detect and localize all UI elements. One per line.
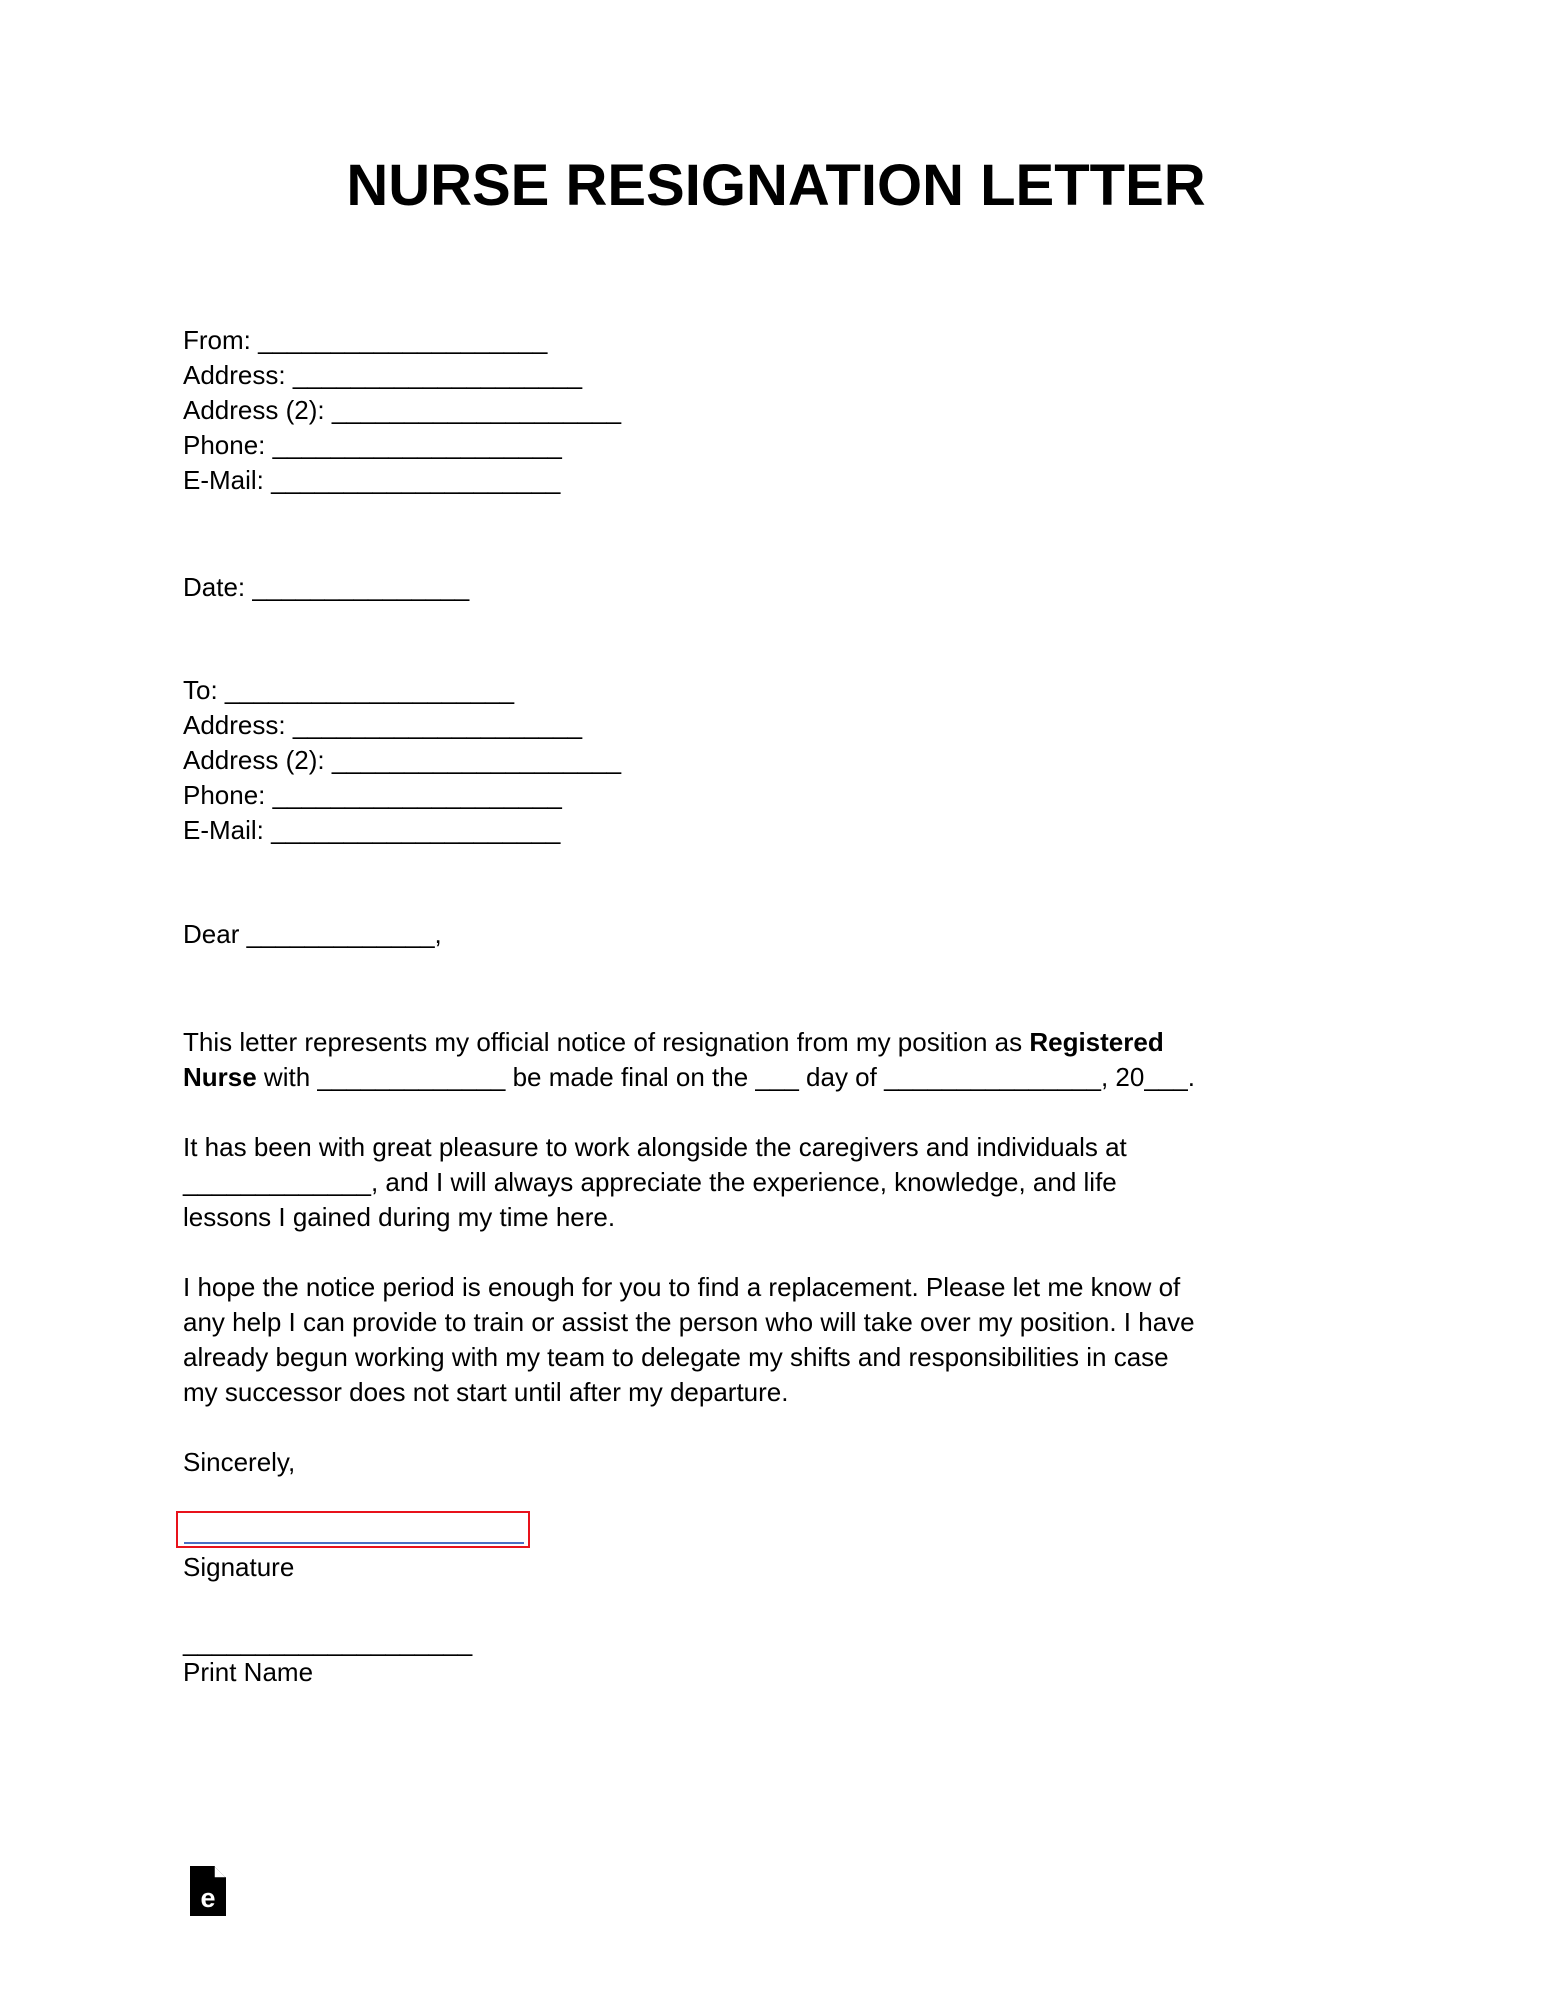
- from-email-field[interactable]: E-Mail: ____________________: [183, 465, 561, 495]
- signature-input[interactable]: [176, 1511, 530, 1548]
- from-address-field[interactable]: Address: ____________________: [183, 360, 583, 390]
- paragraph-3-line: any help I can provide to train or assist the person who will take over my position. I have: [183, 1307, 1195, 1337]
- signature-underline: [184, 1542, 524, 1544]
- closing: Sincerely,: [183, 1447, 296, 1477]
- paragraph-3-line: already begun working with my team to delegate my shifts and responsibilities in case: [183, 1342, 1169, 1372]
- paragraph-1-text-cont[interactable]: with _____________ be made final on the ___ day of _______________, 20___.: [256, 1062, 1195, 1092]
- paragraph-1-line-1: [183, 1027, 1164, 1057]
- to-address-field[interactable]: Address: ____________________: [183, 710, 583, 740]
- to-phone-field[interactable]: Phone: ____________________: [183, 780, 562, 810]
- date-field[interactable]: Date: _______________: [183, 572, 470, 602]
- to-address2-field[interactable]: Address (2): ____________________: [183, 745, 622, 775]
- paragraph-1-line-2: [183, 1062, 1195, 1092]
- paragraph-1-text: This letter represents my official notice of resignation from my position as: [183, 1027, 1030, 1057]
- print-name-field[interactable]: ____________________: [183, 1627, 473, 1657]
- print-name-label: Print Name: [183, 1657, 314, 1687]
- to-email-field[interactable]: E-Mail: ____________________: [183, 815, 561, 845]
- salutation[interactable]: Dear _____________,: [183, 919, 442, 949]
- signature-label: Signature: [183, 1552, 295, 1582]
- from-phone-field[interactable]: Phone: ____________________: [183, 430, 562, 460]
- paragraph-2-line: It has been with great pleasure to work alongside the caregivers and individuals at: [183, 1132, 1127, 1162]
- paragraph-2-line[interactable]: _____________, and I will always appreciate the experience, knowledge, and life: [183, 1167, 1117, 1197]
- paragraph-3-line: my successor does not start until after my departure.: [183, 1377, 789, 1407]
- page-title: NURSE RESIGNATION LETTER: [346, 153, 1206, 218]
- to-field[interactable]: To: ____________________: [183, 675, 515, 705]
- from-field[interactable]: From: ____________________: [183, 325, 548, 355]
- paragraph-3-line: I hope the notice period is enough for you to find a replacement. Please let me know of: [183, 1272, 1181, 1302]
- position-title-bold: Registered: [1029, 1027, 1164, 1057]
- position-title-bold-cont: Nurse: [183, 1062, 257, 1092]
- from-address2-field[interactable]: Address (2): ____________________: [183, 395, 622, 425]
- eforms-document-icon: [190, 1866, 226, 1916]
- logo-letter: e: [200, 1883, 216, 1913]
- paragraph-2-line: lessons I gained during my time here.: [183, 1202, 616, 1232]
